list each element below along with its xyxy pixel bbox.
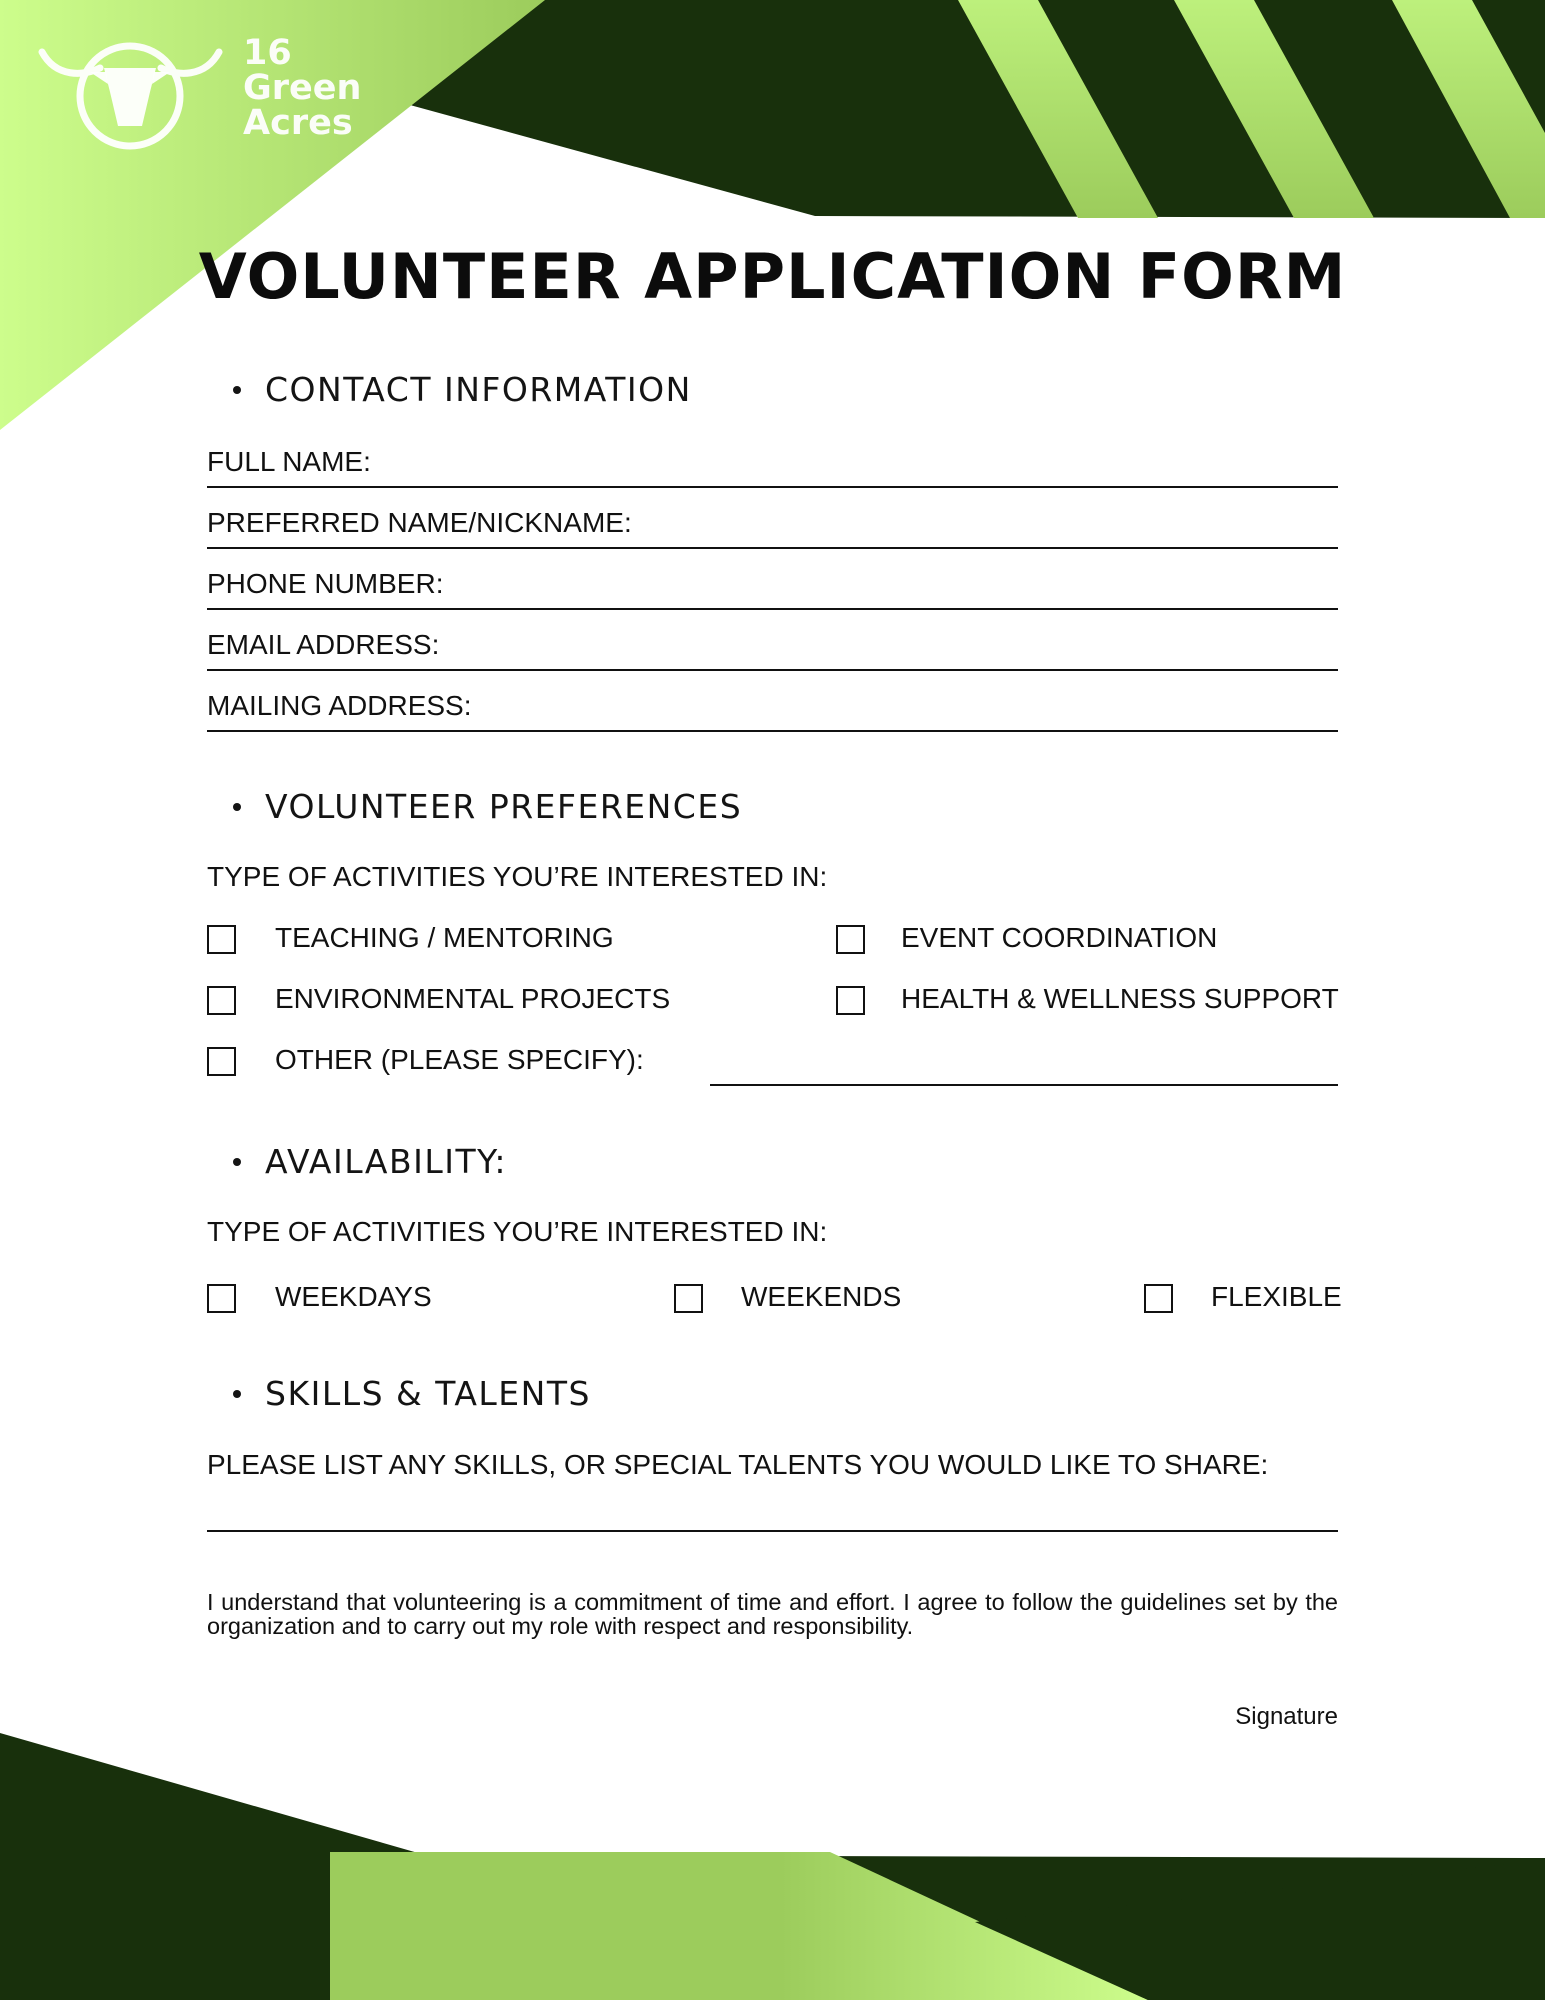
bullet-icon (233, 1158, 241, 1166)
brand-name (243, 33, 362, 143)
availability-prompt: TYPE OF ACTIVITIES YOU’RE INTERESTED IN: (207, 1216, 828, 1247)
bullet-icon (233, 386, 241, 394)
weekends-checkbox[interactable] (674, 1284, 703, 1313)
email-address-field[interactable]: EMAIL ADDRESS: (207, 625, 1338, 671)
section-contact (233, 370, 692, 409)
other-checkbox[interactable] (207, 1047, 236, 1076)
flexible-checkbox[interactable] (1144, 1284, 1173, 1313)
preferences-prompt: TYPE OF ACTIVITIES YOU’RE INTERESTED IN: (207, 861, 828, 892)
teaching-checkbox[interactable] (207, 925, 236, 954)
bullet-icon (233, 1390, 241, 1398)
health-wellness-label: HEALTH & WELLNESS SUPPORT (901, 983, 1339, 1014)
bull-logo-icon (38, 30, 223, 150)
bullet-icon (233, 803, 241, 811)
brand-line-1: 16 (243, 33, 292, 73)
event-coordination-label: EVENT COORDINATION (901, 922, 1218, 953)
preferred-name-field[interactable]: PREFERRED NAME/NICKNAME: (207, 503, 1338, 549)
section-availability (233, 1142, 507, 1181)
skills-input-line[interactable] (207, 1530, 1338, 1532)
health-wellness-checkbox[interactable] (836, 986, 865, 1015)
full-name-field[interactable]: FULL NAME: (207, 442, 1338, 488)
section-preferences-heading: VOLUNTEER PREFERENCES (265, 787, 743, 826)
other-specify-field[interactable] (710, 1084, 1338, 1086)
agreement-statement: I understand that volunteering is a commitment of time and effort. I agree to follow the guidelines set by the organization and to carry out my role with respect and responsibility. (207, 1589, 1338, 1639)
brand-line-2: Green (243, 68, 362, 108)
skills-prompt: PLEASE LIST ANY SKILLS, OR SPECIAL TALENTS YOU WOULD LIKE TO SHARE: (207, 1449, 1269, 1480)
teaching-label: TEACHING / MENTORING (275, 922, 614, 953)
weekends-label: WEEKENDS (741, 1281, 902, 1312)
weekdays-checkbox[interactable] (207, 1284, 236, 1313)
environmental-label: ENVIRONMENTAL PROJECTS (275, 983, 671, 1014)
section-availability-heading: AVAILABILITY: (265, 1142, 507, 1181)
section-skills-heading: SKILLS & TALENTS (265, 1374, 591, 1413)
section-skills (233, 1374, 591, 1413)
flexible-label: FLEXIBLE (1211, 1281, 1342, 1312)
mailing-address-field[interactable]: MAILING ADDRESS: (207, 686, 1338, 732)
brand-line-3: Acres (243, 103, 353, 143)
phone-number-field[interactable]: PHONE NUMBER: (207, 564, 1338, 610)
environmental-checkbox[interactable] (207, 986, 236, 1015)
section-preferences (233, 787, 742, 826)
signature-label: Signature (1235, 1703, 1338, 1730)
page-title: VOLUNTEER APPLICATION FORM (198, 240, 1347, 313)
section-contact-heading: CONTACT INFORMATION (265, 370, 692, 409)
weekdays-label: WEEKDAYS (275, 1281, 432, 1312)
other-label: OTHER (PLEASE SPECIFY): (275, 1044, 644, 1075)
event-coordination-checkbox[interactable] (836, 925, 865, 954)
